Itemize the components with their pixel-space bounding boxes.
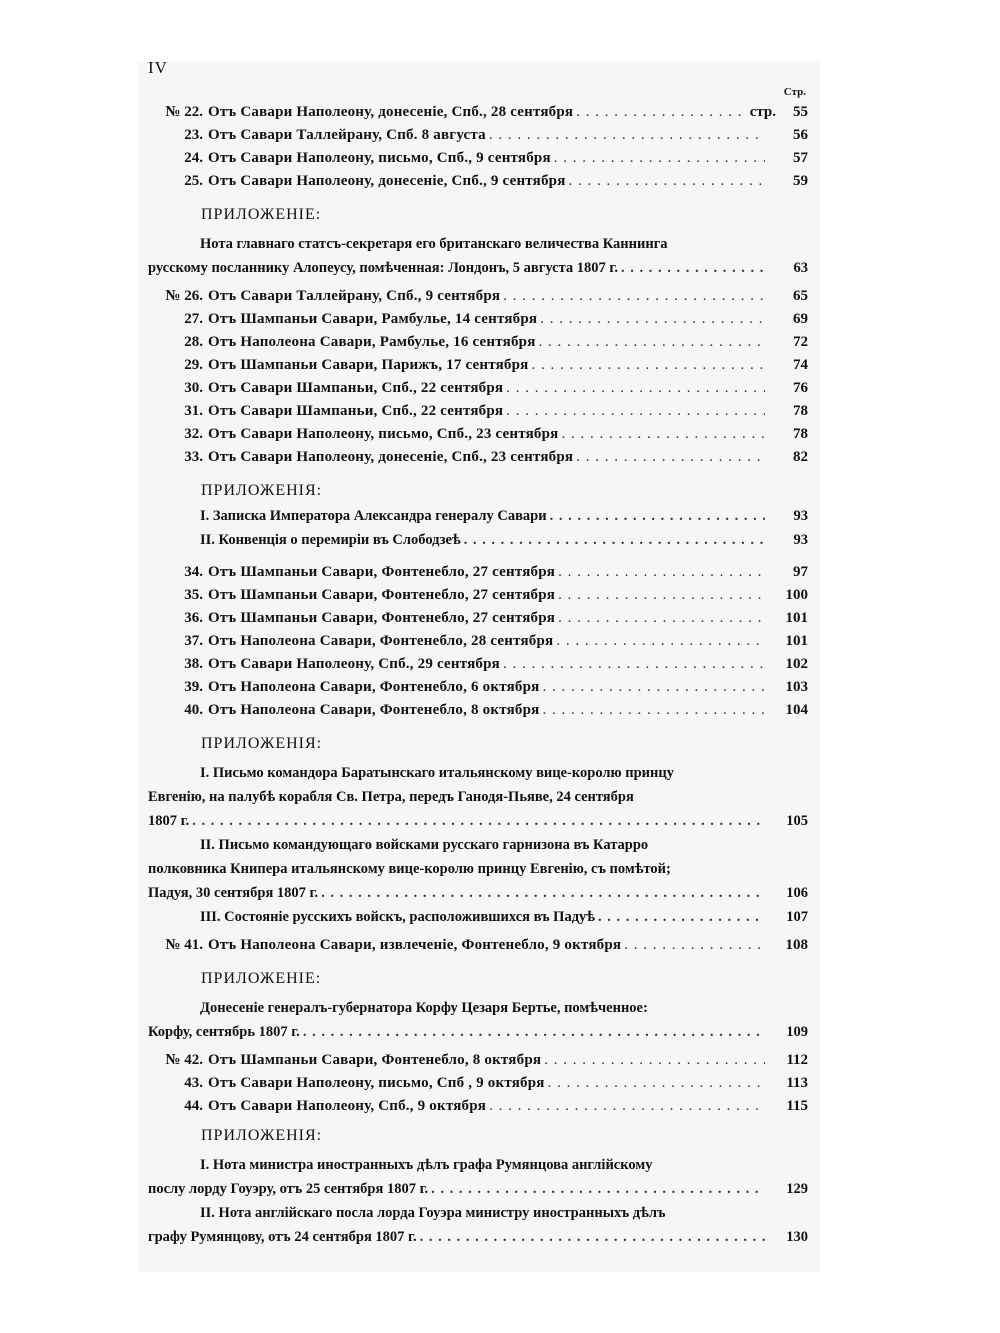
leader-dots [321,881,765,905]
entry-page: 56 [793,127,808,143]
appendix-line: I. Нота министра иностранныхъ дѣлъ графа Румянцова англійскому [200,1157,653,1173]
entry-title: Отъ Наполеона Савари, Фонтенебло, 6 октября [208,679,540,695]
toc-entry [148,127,808,150]
toc-entry [148,679,808,702]
appendix-line: русскому посланнику Алопеусу, помѣченная: Лондонъ, 5 августа 1807 г. [148,260,618,276]
appendix-line-with-page [148,881,808,905]
toc-entry [148,937,808,960]
appendix-item-title: I. Записка Императора Александра генералу Савари [200,508,547,524]
appendix-line: графу Румянцову, отъ 24 сентября 1807 г. [148,1229,417,1245]
entry-page: 76 [793,380,808,396]
appendix-line: послу лорду Гоуэру, отъ 25 сентября 1807 г. [148,1181,429,1197]
leader-dots [303,1020,765,1044]
toc-entry [148,1052,808,1075]
appendix-line: I. Письмо командора Баратынскаго итальянскому вице-королю принцу [200,765,674,781]
entry-page: 97 [793,564,808,580]
entry-number: 34. [184,564,203,580]
entry-page: 103 [785,679,808,695]
leader-dots [576,449,765,466]
entry-title: Отъ Шампаньи Савари, Фонтенебло, 27 сентября [208,587,556,603]
leader-dots [503,288,765,305]
toc-entry [148,380,808,403]
entry-number: 37. [184,633,203,649]
entry-title: Отъ Шампаньи Савари, Фонтенебло, 27 сентября [208,610,556,626]
leader-dots [544,1052,765,1069]
leader-dots [531,357,765,374]
table-of-contents [148,86,808,1249]
leader-dots [540,311,765,328]
appendix-heading: ПРИЛОЖЕНІЕ: [201,970,322,987]
entry-number: 33. [184,449,203,465]
appendix-line-with-page [148,256,808,280]
leader-dots [542,679,765,696]
leader-dots [539,334,765,351]
entry-number: 28. [184,334,203,350]
entry-title: Отъ Наполеона Савари, извлеченіе, Фонтенебло, 9 октября [208,937,622,953]
entry-title: Отъ Шампаньи Савари, Рамбулье, 14 сентября [208,311,538,327]
appendix-line: Падуя, 30 сентября 1807 г. [148,885,319,901]
entry-page: 93 [793,508,808,524]
entry-title: Отъ Савари Таллейрану, Спб. 8 августа [208,127,486,143]
leader-dots [576,104,746,121]
toc-entry [148,426,808,449]
entry-page: 130 [786,1229,808,1245]
toc-entry [148,449,808,472]
leader-dots [624,937,765,954]
entry-title: Отъ Савари Наполеону, донесеніе, Спб., 28 сентября [208,104,574,120]
leader-dots [542,702,765,719]
entry-title: Отъ Савари Шампаньи, Спб., 22 сентября [208,403,504,419]
toc-entry [148,311,808,334]
entry-title: Отъ Савари Наполеону, Спб., 9 октября [208,1098,487,1114]
appendix-item [148,532,808,556]
entry-page: 105 [786,813,808,829]
entry-number: 23. [184,127,203,143]
leader-dots [464,532,765,549]
appendix-heading: ПРИЛОЖЕНІЕ: [201,206,322,223]
appendix-heading: ПРИЛОЖЕНІЯ: [201,1127,323,1144]
entry-page: 78 [793,403,808,419]
entry-number: 32. [184,426,203,442]
entry-page: 100 [785,587,808,603]
toc-entry [148,403,808,426]
appendix-line-with-page [148,1177,808,1201]
entry-number: 43. [184,1075,203,1091]
entry-page: 104 [785,702,808,718]
leader-dots [503,656,765,673]
entry-title: Отъ Наполеона Савари, Фонтенебло, 28 сентября [208,633,554,649]
entry-title: Отъ Савари Наполеону, донесеніе, Спб., 9 сентября [208,173,566,189]
toc-entry [148,587,808,610]
entry-page: 106 [786,885,808,901]
entry-number: № 41. [165,937,203,953]
appendix-line: 1807 г. [148,813,190,829]
toc-entry [148,334,808,357]
entry-number: 44. [184,1098,203,1114]
leader-dots [550,508,765,525]
page-number: IV [148,58,168,77]
entry-page: 72 [793,334,808,350]
entry-page: 129 [786,1181,808,1197]
leader-dots [569,173,765,190]
entry-number: 30. [184,380,203,396]
entry-number: 35. [184,587,203,603]
entry-page: 63 [793,260,808,276]
entry-number: 39. [184,679,203,695]
entry-page: 101 [785,633,808,649]
appendix-line: Евгенію, на палубѣ корабля Св. Петра, передъ Ганодя-Пьяве, 24 сентября [148,789,634,805]
appendix-paragraph [148,1153,808,1249]
appendix-paragraph [148,996,808,1044]
leader-dots [506,403,765,420]
appendix-item-title: II. Конвенція о перемиріи въ Слободзеѣ [200,532,461,548]
entry-page: 109 [786,1024,808,1040]
appendix-line: Нота главнаго статсъ-секретаря его британскаго величества Каннинга [200,236,668,252]
entry-page: 78 [793,426,808,442]
entry-page: 108 [785,937,808,953]
leader-dots [192,809,765,833]
leader-dots [556,633,765,650]
toc-entry [148,1075,808,1098]
entry-number: 27. [184,311,203,327]
appendix-line: II. Нота англійскаго посла лорда Гоуэра министру иностранныхъ дѣлъ [200,1205,666,1221]
leader-dots [561,426,765,443]
entry-title: Отъ Савари Таллейрану, Спб., 9 сентября [208,288,501,304]
entry-title: Отъ Савари Наполеону, письмо, Спб., 9 сентября [208,150,551,166]
entry-number: № 22. [165,104,203,120]
toc-entry [148,150,808,173]
entry-page-label: стр. [749,104,776,120]
entry-number: № 42. [165,1052,203,1068]
leader-dots [548,1075,765,1092]
appendix-heading: ПРИЛОЖЕНІЯ: [201,482,323,499]
entry-page: 55 [793,104,808,120]
toc-entry [148,610,808,633]
toc-entry [148,357,808,380]
leader-dots [621,256,765,280]
leader-dots [489,1098,765,1115]
entry-title: Отъ Савари Наполеону, Спб., 29 сентября [208,656,500,672]
appendix-line: II. Письмо командующаго войсками русскаго гарнизона въ Катарро [200,837,649,853]
entry-number: 40. [184,702,203,718]
leader-dots [431,1177,765,1201]
appendix-line: Корфу, сентябрь 1807 г. [148,1024,300,1040]
entry-title: Отъ Савари Наполеону, донесеніе, Спб., 23 сентября [208,449,574,465]
entry-number: 36. [184,610,203,626]
appendix-line-with-page [148,809,808,833]
entry-page: 82 [793,449,808,465]
toc-entry [148,288,808,311]
entry-number: 38. [184,656,203,672]
appendix-line: Донесеніе генералъ-губернатора Корфу Цезаря Бертье, помѣченное: [200,1000,648,1016]
entry-title: Отъ Наполеона Савари, Фонтенебло, 8 октября [208,702,540,718]
entry-title: Отъ Шампаньи Савари, Парижъ, 17 сентября [208,357,529,373]
leader-dots [558,564,765,581]
toc-entry [148,702,808,725]
entry-number: 25. [184,173,203,189]
entry-title: Отъ Савари Наполеону, письмо, Спб., 23 сентября [208,426,559,442]
toc-entry [148,633,808,656]
leader-dots [598,905,765,929]
toc-entry [148,656,808,679]
appendix-item [148,905,808,929]
entry-number: 31. [184,403,203,419]
appendix-line-with-page [148,1225,808,1249]
entry-title: Отъ Шампаньи Савари, Фонтенебло, 8 октября [208,1052,542,1068]
leader-dots [554,150,765,167]
entry-page: 74 [793,357,808,373]
entry-page: 69 [793,311,808,327]
entry-page: 112 [786,1052,808,1068]
appendix-line: полковника Книпера итальянскому вице-королю принцу Евгенію, съ помѣтой; [148,861,671,877]
entry-page: 115 [786,1098,808,1114]
entry-page: 57 [793,150,808,166]
entry-page: 101 [785,610,808,626]
entry-title: Отъ Шампаньи Савари, Фонтенебло, 27 сентября [208,564,556,580]
appendix-paragraph [148,761,808,929]
entry-number: № 26. [165,288,203,304]
entry-page: 65 [793,288,808,304]
entry-page: 102 [785,656,808,672]
entry-page: 113 [786,1075,808,1091]
appendix-item-title: III. Состояніе русскихъ войскъ, расположившихся въ Падуѣ [200,909,595,925]
entry-page: 93 [793,532,808,548]
leader-dots [506,380,765,397]
toc-entry [148,173,808,196]
appendix-item [148,508,808,532]
entry-title: Отъ Савари Наполеону, письмо, Спб , 9 октября [208,1075,545,1091]
entry-title: Отъ Наполеона Савари, Рамбулье, 16 сентября [208,334,536,350]
appendix-heading: ПРИЛОЖЕНІЯ: [201,735,323,752]
entry-page: 107 [786,909,808,925]
leader-dots [489,127,765,144]
leader-dots [558,610,765,627]
entry-title: Отъ Савари Шампаньи, Спб., 22 сентября [208,380,504,396]
toc-entry [148,1098,808,1121]
leader-dots [558,587,765,604]
entry-number: 24. [184,150,203,166]
leader-dots [420,1225,765,1249]
appendix-line-with-page [148,1020,808,1044]
appendix-paragraph [148,232,808,280]
toc-entry [148,564,808,587]
entry-number: 29. [184,357,203,373]
page-column-header: Стр. [783,86,806,98]
toc-entry [148,104,808,127]
entry-page: 59 [793,173,808,189]
